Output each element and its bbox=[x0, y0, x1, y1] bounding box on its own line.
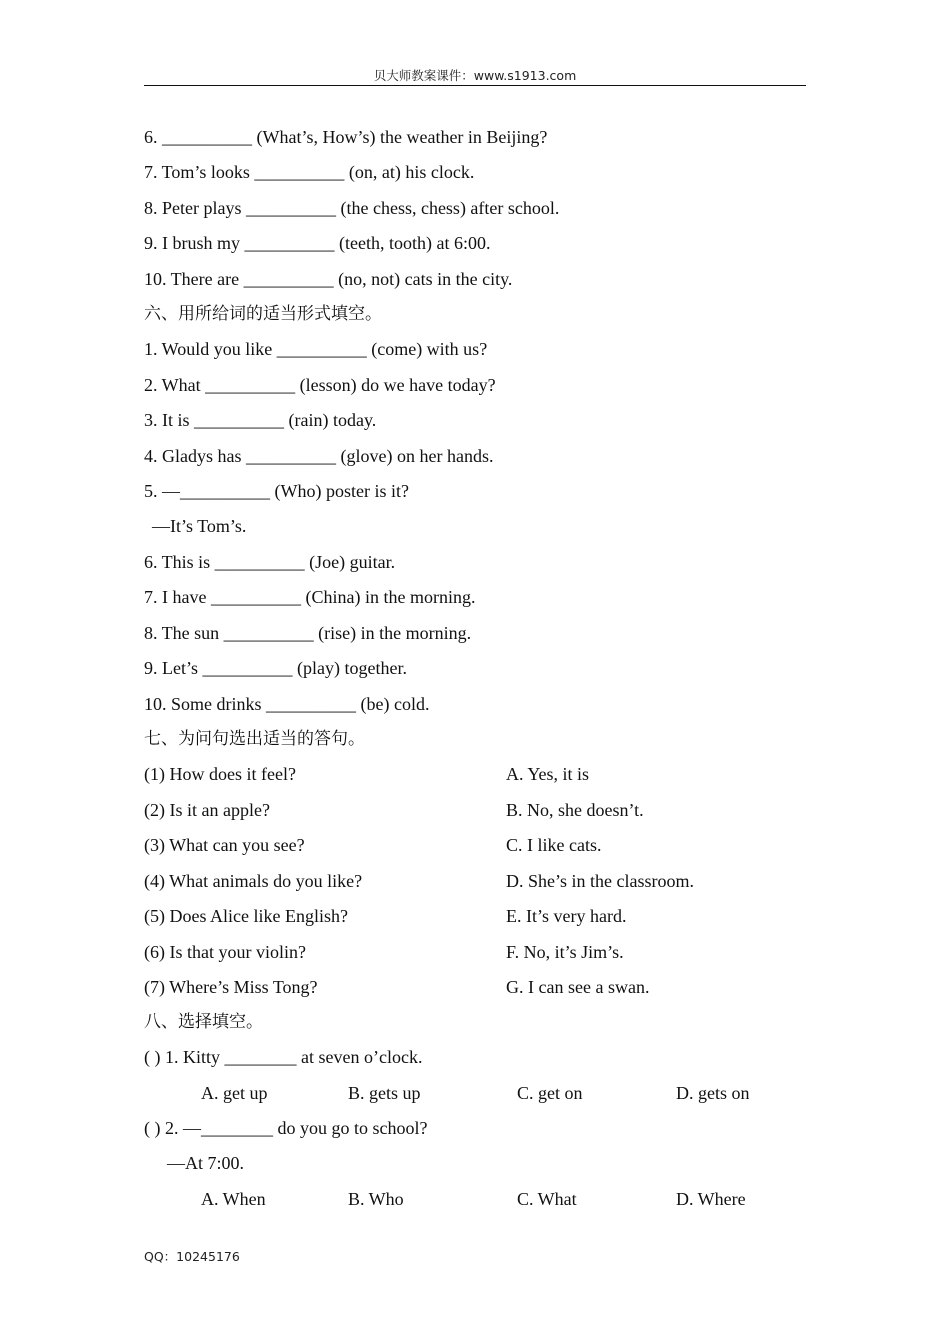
exercise-line: 8. Peter plays __________ (the chess, chess) after school. bbox=[144, 198, 560, 218]
header-rule bbox=[144, 85, 806, 86]
section-heading: 八、选择填空。 bbox=[144, 1012, 263, 1032]
exercise-line: 7. Tom’s looks __________ (on, at) his clock. bbox=[144, 162, 475, 182]
exercise-line: 4. Gladys has __________ (glove) on her hands. bbox=[144, 446, 494, 466]
section-heading: 七、为问句选出适当的答句。 bbox=[144, 729, 365, 749]
mcq-option: C. What bbox=[517, 1189, 577, 1209]
exercise-line: 5. —__________ (Who) poster is it? bbox=[144, 481, 409, 501]
mcq-stem: ( ) 1. Kitty ________ at seven o’clock. bbox=[144, 1047, 423, 1067]
question-line: (6) Is that your violin? bbox=[144, 942, 306, 962]
exercise-line: 3. It is __________ (rain) today. bbox=[144, 410, 377, 430]
exercise-line: 9. Let’s __________ (play) together. bbox=[144, 658, 407, 678]
answer-line: F. No, it’s Jim’s. bbox=[506, 942, 624, 962]
mcq-option: D. Where bbox=[676, 1189, 746, 1209]
question-line: (4) What animals do you like? bbox=[144, 871, 363, 891]
question-line: (1) How does it feel? bbox=[144, 764, 296, 784]
answer-line: D. She’s in the classroom. bbox=[506, 871, 694, 891]
question-line: (5) Does Alice like English? bbox=[144, 906, 348, 926]
exercise-line: 8. The sun __________ (rise) in the morning. bbox=[144, 623, 472, 643]
mcq-option: C. get on bbox=[517, 1083, 583, 1103]
exercise-line: 6. __________ (What’s, How’s) the weather in Beijing? bbox=[144, 127, 548, 147]
section-heading: 六、用所给词的适当形式填空。 bbox=[144, 304, 382, 324]
mcq-option: A. When bbox=[201, 1189, 266, 1209]
mcq-option: A. get up bbox=[201, 1083, 268, 1103]
answer-line: E. It’s very hard. bbox=[506, 906, 627, 926]
question-line: (2) Is it an apple? bbox=[144, 800, 270, 820]
mcq-option: B. gets up bbox=[348, 1083, 421, 1103]
exercise-line: 10. There are __________ (no, not) cats in the city. bbox=[144, 269, 513, 289]
answer-line: B. No, she doesn’t. bbox=[506, 800, 644, 820]
exercise-line: 1. Would you like __________ (come) with us? bbox=[144, 339, 488, 359]
answer-line: A. Yes, it is bbox=[506, 764, 590, 784]
mcq-answer-line: —At 7:00. bbox=[167, 1153, 245, 1173]
page-header: 贝大师教案课件：www.s1913.com bbox=[373, 68, 577, 83]
mcq-option: D. gets on bbox=[676, 1083, 750, 1103]
page-footer: QQ：10245176 bbox=[144, 1249, 240, 1264]
exercise-line: 2. What __________ (lesson) do we have today? bbox=[144, 375, 496, 395]
question-line: (7) Where’s Miss Tong? bbox=[144, 977, 318, 997]
mcq-option: B. Who bbox=[348, 1189, 404, 1209]
exercise-line: 9. I brush my __________ (teeth, tooth) at 6:00. bbox=[144, 233, 491, 253]
answer-line: C. I like cats. bbox=[506, 835, 602, 855]
exercise-line: 10. Some drinks __________ (be) cold. bbox=[144, 694, 430, 714]
exercise-line: —It’s Tom’s. bbox=[152, 516, 247, 536]
answer-line: G. I can see a swan. bbox=[506, 977, 650, 997]
question-line: (3) What can you see? bbox=[144, 835, 305, 855]
exercise-line: 6. This is __________ (Joe) guitar. bbox=[144, 552, 396, 572]
mcq-stem: ( ) 2. —________ do you go to school? bbox=[144, 1118, 428, 1138]
exercise-line: 7. I have __________ (China) in the morning. bbox=[144, 587, 476, 607]
